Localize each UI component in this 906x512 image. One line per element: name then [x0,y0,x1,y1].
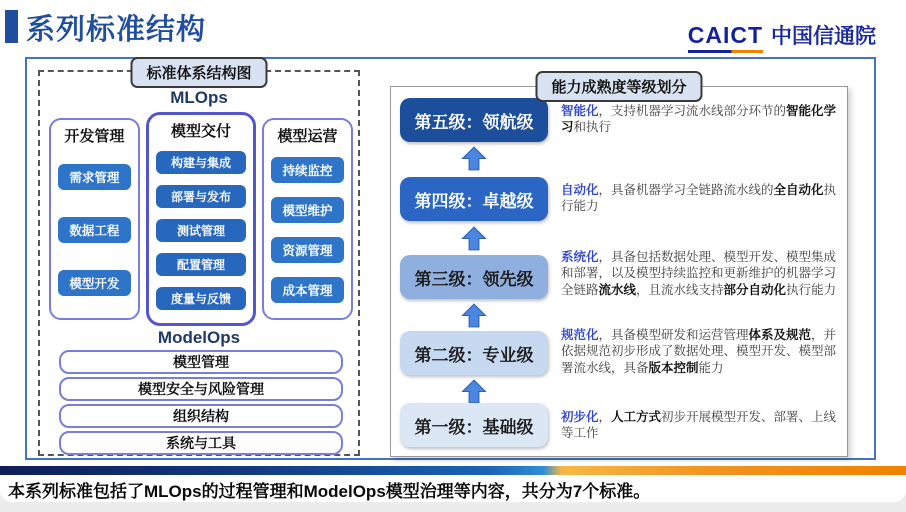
caict-logo-text: CAICT [688,22,763,53]
maturity-level-4-desc: 自动化，具备机器学习全链路流水线的全自动化执行能力 [561,183,837,214]
maturity-level-3-desc: 系统化，具备包括数据处理、模型开发、模型集成和部署，以及模型持续监控和更新维护的机器学习全链路流水线，且流水线支持部分自动化执行能力 [561,250,837,297]
item-button: 需求管理 [58,164,131,190]
up-arrow-icon [461,145,487,172]
item-button: 成本管理 [271,277,344,303]
item-button: 配置管理 [156,253,246,276]
column-model-delivery [146,112,256,326]
caict-logo-cn-text: 中国信通院 [771,25,876,48]
page-title: 系列标准结构 [26,14,207,46]
column-items [264,146,351,318]
maturity-level-2-desc: 规范化，具备模型研发和运营管理体系及规范，并依据规范初步形成了数据处理、模型开发、模型部署流水线，具备版本控制能力 [561,328,837,375]
maturity-level-3-box: 第三级：领先级 [400,255,548,299]
modelops-bars [59,350,343,455]
item-button: 度量与反馈 [156,287,246,310]
maturity-panel [390,79,848,457]
maturity-level-1-box: 第一级：基础级 [400,403,548,447]
left-panel-badge: 标准体系结构图 [130,57,267,88]
column-dev-management [49,118,140,320]
item-button: 数据工程 [58,217,131,243]
column-model-operations [262,118,353,320]
standard-structure-panel [38,65,360,456]
column-title: 模型交付 [170,123,231,140]
maturity-level-2-box: 第二级：专业级 [400,331,548,375]
modelops-heading: ModelOps [157,328,241,347]
modelops-bar: 系统与工具 [59,431,343,455]
item-button: 模型维护 [271,197,344,223]
title-accent-square [5,10,18,43]
modelops-bar: 模型管理 [59,350,343,374]
mlops-heading: MLOps [170,88,228,107]
up-arrow-icon [461,225,487,252]
maturity-level-4-box: 第四级：卓越级 [400,177,548,221]
maturity-level-5-box: 第五级：领航级 [400,98,548,142]
modelops-bar: 组织结构 [59,404,343,428]
right-panel-badge: 能力成熟度等级划分 [535,71,702,102]
column-items [149,141,253,323]
item-button: 模型开发 [58,270,131,296]
column-items [51,146,138,318]
column-title: 开发管理 [64,128,125,145]
item-button: 部署与发布 [156,185,246,208]
mlops-columns [49,112,353,326]
up-arrow-icon [461,302,487,329]
gradient-divider-bar [0,466,906,475]
column-title: 模型运营 [277,128,338,145]
item-button: 构建与集成 [156,151,246,174]
caict-logo [688,20,876,53]
item-button: 测试管理 [156,219,246,242]
item-button: 持续监控 [271,157,344,183]
footer-note: 本系列标准包括了MLOps的过程管理和ModelOps模型治理等内容，共分为7个标准。 [8,482,651,501]
up-arrow-icon [461,378,487,405]
maturity-level-5-desc: 智能化，支持机器学习流水线部分环节的智能化学习和执行 [561,104,837,135]
maturity-level-1-desc: 初步化，人工方式初步开展模型开发、部署、上线等工作 [561,410,837,441]
modelops-bar: 模型安全与风险管理 [59,377,343,401]
item-button: 资源管理 [271,237,344,263]
